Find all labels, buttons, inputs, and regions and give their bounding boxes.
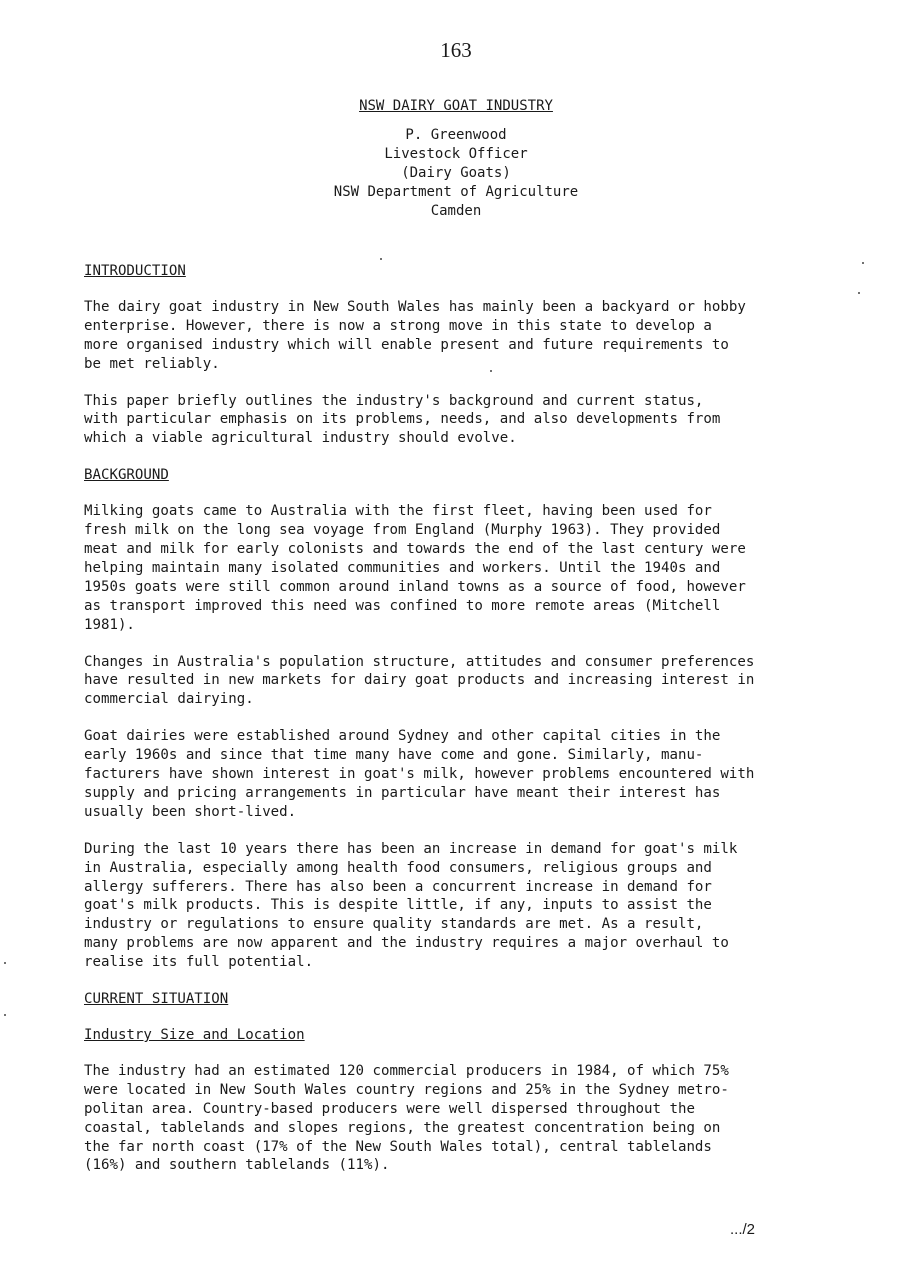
text-line: allergy sufferers. There has also been a concurrent increase in demand for bbox=[84, 878, 712, 895]
text-line: goat's milk products. This is despite little, if any, inputs to assist the bbox=[84, 897, 712, 914]
text-line: enterprise. However, there is now a strong move in this state to develop a bbox=[84, 317, 712, 334]
text-line: many problems are now apparent and the industry requires a major overhaul to bbox=[84, 935, 729, 952]
text-line: The dairy goat industry in New South Wales has mainly been a backyard or hobby bbox=[84, 298, 746, 315]
text-line: helping maintain many isolated communities and workers. Until the 1940s and bbox=[84, 559, 721, 576]
text-line: commercial dairying. bbox=[84, 691, 254, 708]
text-line: meat and milk for early colonists and towards the end of the last century were bbox=[84, 540, 746, 557]
text-line: with particular emphasis on its problems, needs, and also developments from bbox=[84, 411, 721, 428]
scan-speck bbox=[4, 1014, 6, 1016]
page-number: 163 bbox=[440, 38, 472, 62]
continuation-marker: .../2 bbox=[730, 1221, 756, 1238]
author-position: Livestock Officer bbox=[384, 146, 528, 162]
paper-body bbox=[84, 262, 864, 1193]
background-heading: BACKGROUND bbox=[84, 467, 169, 484]
text-line: early 1960s and since that time many have come and gone. Similarly, manu- bbox=[84, 747, 704, 764]
text-line: facturers have shown interest in goat's milk, however problems encountered with bbox=[84, 766, 755, 783]
scan-speck bbox=[380, 258, 382, 260]
text-line: as transport improved this need was confined to more remote areas (Mitchell bbox=[84, 597, 721, 614]
scan-speck bbox=[862, 262, 864, 264]
industry-size-subheading: Industry Size and Location bbox=[84, 1027, 305, 1043]
text-line: 1981). bbox=[84, 616, 135, 633]
current-situation-paragraph-1 bbox=[84, 1062, 864, 1175]
text-line: This paper briefly outlines the industry's background and current status, bbox=[84, 392, 704, 409]
author-department: NSW Department of Agriculture bbox=[333, 184, 579, 200]
paper-header bbox=[0, 97, 900, 221]
author-specialty: (Dairy Goats) bbox=[401, 165, 511, 181]
text-line: Changes in Australia's population structure, attitudes and consumer preferences bbox=[84, 653, 755, 670]
current-situation-heading: CURRENT SITUATION bbox=[84, 991, 229, 1008]
text-line: During the last 10 years there has been an increase in demand for goat's milk bbox=[84, 840, 738, 857]
text-line: Milking goats came to Australia with the first fleet, having been used for bbox=[84, 503, 712, 520]
text-line: fresh milk on the long sea voyage from England (Murphy 1963). They provided bbox=[84, 522, 721, 539]
text-line: usually been short-lived. bbox=[84, 803, 297, 820]
text-line: The industry had an estimated 120 commercial producers in 1984, of which 75% bbox=[84, 1062, 729, 1079]
introduction-paragraph-2 bbox=[84, 392, 864, 449]
text-line: 1950s goats were still common around inland towns as a source of food, however bbox=[84, 578, 746, 595]
background-paragraph-2 bbox=[84, 653, 864, 710]
text-line: (16%) and southern tablelands (11%). bbox=[84, 1157, 390, 1174]
text-line: more organised industry which will enable present and future requirements to bbox=[84, 336, 729, 353]
scan-speck bbox=[490, 370, 492, 372]
text-line: Goat dairies were established around Sydney and other capital cities in the bbox=[84, 728, 721, 745]
author-name: P. Greenwood bbox=[405, 127, 507, 143]
paper-title: NSW DAIRY GOAT INDUSTRY bbox=[359, 98, 553, 114]
text-line: realise its full potential. bbox=[84, 954, 314, 971]
background-paragraph-4 bbox=[84, 840, 864, 972]
introduction-heading: INTRODUCTION bbox=[84, 263, 186, 279]
text-line: politan area. Country-based producers were well dispersed throughout the bbox=[84, 1100, 695, 1117]
text-line: which a viable agricultural industry should evolve. bbox=[84, 430, 517, 447]
background-paragraph-3 bbox=[84, 727, 864, 822]
introduction-paragraph-1 bbox=[84, 298, 864, 374]
text-line: in Australia, especially among health food consumers, religious groups and bbox=[84, 859, 712, 876]
background-paragraph-1 bbox=[84, 502, 864, 634]
text-line: be met reliably. bbox=[84, 355, 220, 372]
text-line: industry or regulations to ensure quality standards are met. As a result, bbox=[84, 916, 704, 933]
text-line: were located in New South Wales country regions and 25% in the Sydney metro- bbox=[84, 1081, 729, 1098]
text-line: supply and pricing arrangements in particular have meant their interest has bbox=[84, 784, 721, 801]
scan-speck bbox=[858, 292, 860, 294]
author-location: Camden bbox=[430, 203, 482, 219]
scan-speck bbox=[4, 962, 6, 964]
text-line: the far north coast (17% of the New South Wales total), central tablelands bbox=[84, 1138, 712, 1155]
text-line: coastal, tablelands and slopes regions, the greatest concentration being on bbox=[84, 1119, 721, 1136]
text-line: have resulted in new markets for dairy goat products and increasing interest in bbox=[84, 672, 755, 689]
